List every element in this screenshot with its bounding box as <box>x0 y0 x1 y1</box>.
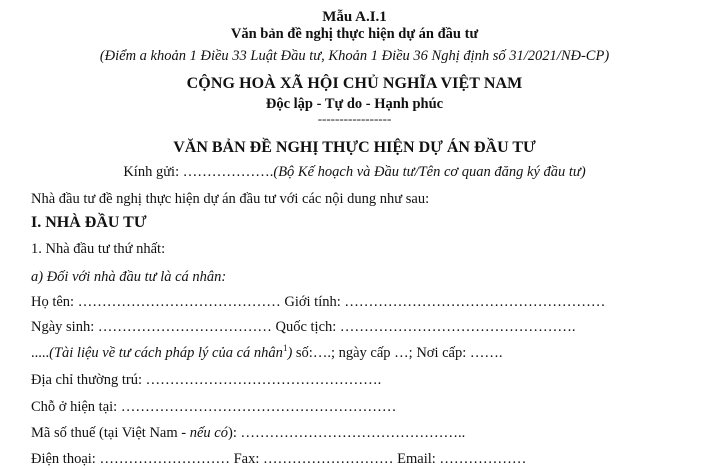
doc-prefix[interactable]: ..... <box>31 345 50 361</box>
row-legal-document <box>31 344 503 362</box>
doc-hint-close: ) <box>287 345 293 361</box>
document-title: VĂN BẢN ĐỀ NGHỊ THỰC HIỆN DỰ ÁN ĐẦU TƯ <box>173 139 536 156</box>
item-individual-investor: a) Đối với nhà đầu tư là cá nhân: <box>31 269 227 285</box>
field-phone[interactable]: Điện thoại: ……………………… <box>31 451 234 467</box>
field-full-name[interactable]: Họ tên: …………………………………… <box>31 294 285 310</box>
footnote-marker[interactable]: 1 <box>282 343 288 354</box>
field-fax[interactable]: Fax: ……………………… <box>233 451 398 467</box>
field-current-residence[interactable]: Chỗ ở hiện tại: ………………………………………………… <box>31 399 397 415</box>
recipient-prefix: Kính gửi: ………………. <box>123 164 274 180</box>
doc-hint: (Tài liệu về tư cách pháp lý của cá nhân <box>49 345 283 361</box>
field-birth-date[interactable]: Ngày sinh: ……………………………… <box>31 319 276 335</box>
national-motto: Độc lập - Tự do - Hạnh phúc <box>265 96 444 112</box>
section-heading-investor: I. NHÀ ĐẦU TƯ <box>31 214 147 231</box>
field-doc-number-date-place[interactable]: số:….; ngày cấp …; Nơi cấp: ……. <box>292 345 503 361</box>
row-name-gender <box>31 293 605 311</box>
row-tax-code <box>31 424 465 442</box>
field-nationality[interactable]: Quốc tịch: …………………………………………. <box>275 319 576 335</box>
tax-hint: nếu có <box>189 425 228 441</box>
intro-text: Nhà đầu tư đề nghị thực hiện dự án đầu tư với các nội dung như sau: <box>31 191 430 207</box>
field-tax-code[interactable]: ): ……………………………………….. <box>227 425 466 441</box>
row-contact <box>31 450 526 468</box>
recipient-hint: (Bộ Kế hoạch và Đầu tư/Tên cơ quan đăng ký đầu tư) <box>273 164 586 180</box>
item-first-investor: 1. Nhà đầu tư thứ nhất: <box>31 241 166 257</box>
field-permanent-address[interactable]: Địa chỉ thường trú: …………………………………………. <box>31 372 382 388</box>
field-email[interactable]: Email: ……………… <box>397 451 527 467</box>
recipient-line <box>0 163 709 181</box>
form-code: Mẫu A.I.1 <box>322 9 387 25</box>
field-gender[interactable]: Giới tính: ……………………………………………… <box>284 294 606 310</box>
motto-underline: ----------------- <box>317 111 392 126</box>
row-birth-nationality <box>31 318 576 336</box>
form-title: Văn bản đề nghị thực hiện dự án đầu tư <box>230 26 479 42</box>
legal-basis: (Điểm a khoản 1 Điều 33 Luật Đầu tư, Khoản 1 Điều 36 Nghị định số 31/2021/NĐ-CP) <box>99 48 610 64</box>
tax-prefix: Mã số thuế (tại Việt Nam - <box>31 425 190 441</box>
country-name: CỘNG HOÀ XÃ HỘI CHỦ NGHĨA VIỆT NAM <box>186 75 523 92</box>
